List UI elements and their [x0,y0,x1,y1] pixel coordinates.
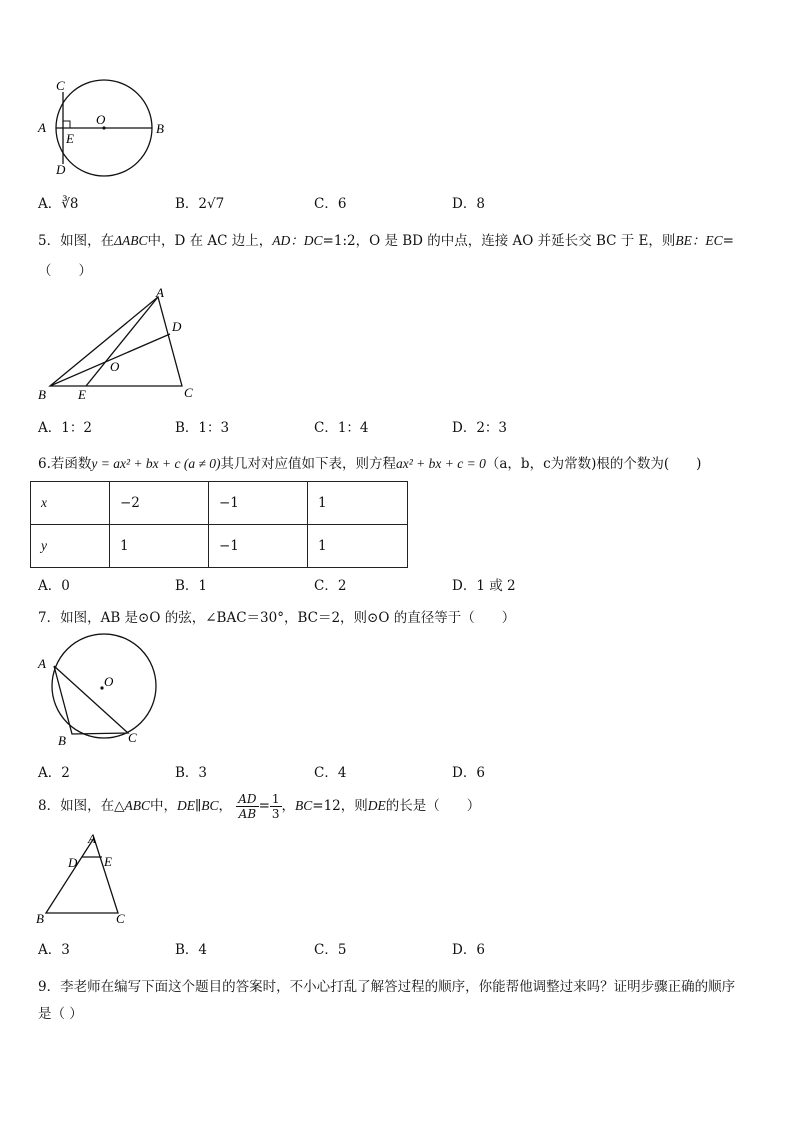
label-a: A [88,831,96,846]
q6-option-a[interactable]: A．0 [38,578,70,594]
label-e: E [66,131,74,146]
label-c: C [128,730,137,745]
q9-question-line1: 9．李老师在编写下面这个题目的答案时，不小心打乱了解答过程的顺序，你能帮他调整过来吗？证明步骤正确的顺序 [38,979,736,995]
label-b: B [58,733,66,748]
label-a: A [38,656,46,671]
triangle-abc [54,666,128,734]
label-c: C [116,911,125,926]
fraction-ad-ab: $\frac{AD}{AB}$ [238,792,257,821]
q4-option-a[interactable]: A．∛8 [38,196,79,212]
table-head-cell: x [31,482,110,525]
q8-question: 8．如图，在△ABC中，DE∥BC， $\frac{AD}{AB}$ = $\frac{1}{3}$ ，BC=12，则DE的长是（ ） [38,792,481,821]
q4-option-b[interactable]: B．2√7 [175,196,225,212]
q7-option-d[interactable]: D．6 [452,765,485,781]
label-a: A [156,285,164,300]
q5-option-a[interactable]: A．1：2 [38,420,92,436]
q8-option-c[interactable]: C．5 [314,942,347,958]
value-table [30,481,408,568]
label-b: B [156,121,164,136]
segment-ae [86,297,158,386]
q4-figure [30,72,180,182]
q5-option-d[interactable]: D．2：3 [452,420,508,436]
q7-option-b[interactable]: B．3 [175,765,208,781]
table-cell: −1 [209,482,308,525]
q5-figure [30,285,200,405]
q6-option-b[interactable]: B．1 [175,578,208,594]
q5-paren: （ ） [38,263,92,279]
table-cell: −1 [209,525,308,568]
q7-option-a[interactable]: A．2 [38,765,70,781]
label-b: B [36,911,44,926]
label-o: O [104,674,114,689]
table-cell: 1 [308,525,408,568]
table-cell: 1 [110,525,209,568]
q7-option-c[interactable]: C．4 [314,765,347,781]
q4-option-c[interactable]: C．6 [314,196,347,212]
label-b: B [38,387,46,402]
q7-question: 7．如图，AB 是⊙O 的弦，∠BAC＝30°，BC＝2，则⊙O 的直径等于（ ） [38,610,516,626]
table-cell: 1 [308,482,408,525]
label-c: C [56,78,65,93]
q6-option-c[interactable]: C．2 [314,578,347,594]
fraction-one-third: $\frac{1}{3}$ [271,792,280,821]
cube-root-expr: ∛8 [61,196,79,212]
q9-question-line2: 是（ ） [38,1006,83,1022]
q6-option-d[interactable]: D．1 或 2 [452,578,516,594]
label-d: D [56,162,66,177]
table-row [31,482,408,525]
q5-question: 5．如图，在ΔABC中，D 在 AC 边上，AD：DC=1:2，O 是 BD 的中点，连接 AO 并延长交 BC 于 E，则BE：EC= [38,233,734,249]
q8-option-d[interactable]: D．6 [452,942,485,958]
label-d: D [172,319,182,334]
q8-option-b[interactable]: B．4 [175,942,208,958]
label-d: D [68,855,78,870]
q6-question: 6.若函数y = ax² + bx + c (a ≠ 0)其几对对应值如下表，则方程ax² + bx + c = 0（a，b，c为常数)根的个数为( ) [38,456,702,472]
table-head-cell: y [31,525,110,568]
label-c: C [184,385,193,400]
q4-option-d[interactable]: D．8 [452,196,485,212]
table-cell: −2 [110,482,209,525]
label-o: O [110,359,120,374]
q8-option-a[interactable]: A．3 [38,942,70,958]
triangle-abc [46,838,118,913]
label-o: O [96,112,106,127]
q5-option-b[interactable]: B．1：3 [175,420,230,436]
q8-figure [30,830,140,930]
q5-option-c[interactable]: C．1：4 [314,420,369,436]
table-row [31,525,408,568]
label-a: A [38,120,46,135]
label-e: E [78,387,86,402]
sqrt-expr: 2√7 [198,196,225,212]
q7-figure [30,632,170,752]
right-angle-mark [63,121,70,128]
label-e: E [104,854,112,869]
